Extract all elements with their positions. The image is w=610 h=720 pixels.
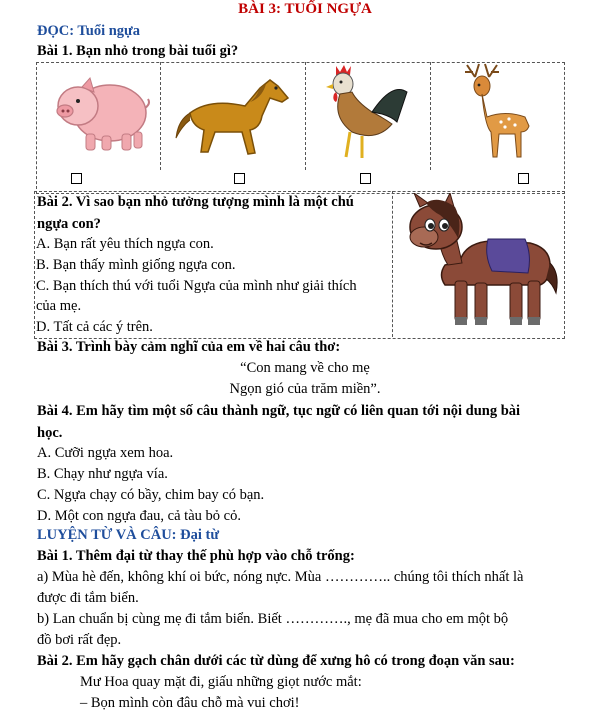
- rooster-checkbox[interactable]: [360, 173, 371, 184]
- deer-image: [455, 62, 540, 162]
- question-2-option-d: D. Tất cả các ý trên.: [36, 319, 153, 335]
- poem-line-2: Ngọn gió của trăm miền”.: [229, 381, 381, 397]
- grammar-exercise-1-a-line2: được đi tắm biển.: [37, 590, 139, 606]
- page-title: BÀI 3: TUỔI NGỰA: [238, 1, 372, 17]
- question-4-option-b: B. Chạy như ngựa vía.: [37, 466, 168, 482]
- passage-line-1: Mư Hoa quay mặt đi, giấu những giọt nước mắt:: [80, 674, 362, 690]
- question-3-text: Bài 3. Trình bày cảm nghĩ của em về hai câu thơ:: [37, 339, 341, 355]
- question-2-text-line2: ngựa con?: [37, 216, 101, 232]
- horse-checkbox[interactable]: [234, 173, 245, 184]
- question-2-option-c-line2: của mẹ.: [36, 298, 82, 314]
- question-2-option-b: B. Bạn thấy mình giống ngựa con.: [36, 257, 236, 273]
- deer-checkbox[interactable]: [518, 173, 529, 184]
- grammar-exercise-1-a-line1: a) Mùa hè đến, không khí oi bức, nóng nực. Mùa ………….. chúng tôi thích nhất là: [37, 569, 524, 585]
- grammar-exercise-2-text: Bài 2. Em hãy gạch chân dưới các từ dùng để xưng hô có trong đoạn văn sau:: [37, 653, 515, 669]
- poem-line-1: “Con mang về cho mẹ: [240, 360, 370, 376]
- grammar-section-label: LUYỆN TỪ VÀ CÂU: Đại từ: [37, 527, 220, 543]
- question-4-option-c: C. Ngựa chạy có bầy, chim bay có bạn.: [37, 487, 265, 503]
- pony-image: [400, 193, 560, 335]
- question-4-option-a: A. Cưỡi ngựa xem hoa.: [37, 445, 174, 461]
- grammar-exercise-1-b-line2: đồ bơi rất đẹp.: [37, 632, 122, 648]
- reading-section-label: ĐỌC: Tuổi ngựa: [37, 23, 140, 39]
- question-2-option-c-line1: C. Bạn thích thú với tuổi Ngựa của mình như giải thích: [36, 278, 357, 294]
- question-2-text-line1: Bài 2. Vì sao bạn nhỏ tưởng tượng mình là một chú: [37, 194, 354, 210]
- question-2-option-a: A. Bạn rất yêu thích ngựa con.: [36, 236, 214, 252]
- horse-image: [170, 68, 295, 160]
- pig-image: [52, 68, 152, 158]
- pig-checkbox[interactable]: [71, 173, 82, 184]
- rooster-image: [322, 62, 412, 162]
- question-1-text: Bài 1. Bạn nhỏ trong bài tuổi gì?: [37, 43, 239, 59]
- question-4-text-line2: học.: [37, 425, 63, 441]
- passage-line-2: – Bọn mình còn đâu chỗ mà vui chơi!: [80, 695, 300, 711]
- question-4-option-d: D. Một con ngựa đau, cả tàu bỏ cỏ.: [37, 508, 241, 524]
- grammar-exercise-1-text: Bài 1. Thêm đại từ thay thế phù hợp vào chỗ trống:: [37, 548, 355, 564]
- grammar-exercise-1-b-line1: b) Lan chuẩn bị cùng mẹ đi tắm biển. Biết …………., mẹ đã mua cho em một bộ: [37, 611, 509, 627]
- question-4-text-line1: Bài 4. Em hãy tìm một số câu thành ngữ, tục ngữ có liên quan tới nội dung bài: [37, 403, 521, 419]
